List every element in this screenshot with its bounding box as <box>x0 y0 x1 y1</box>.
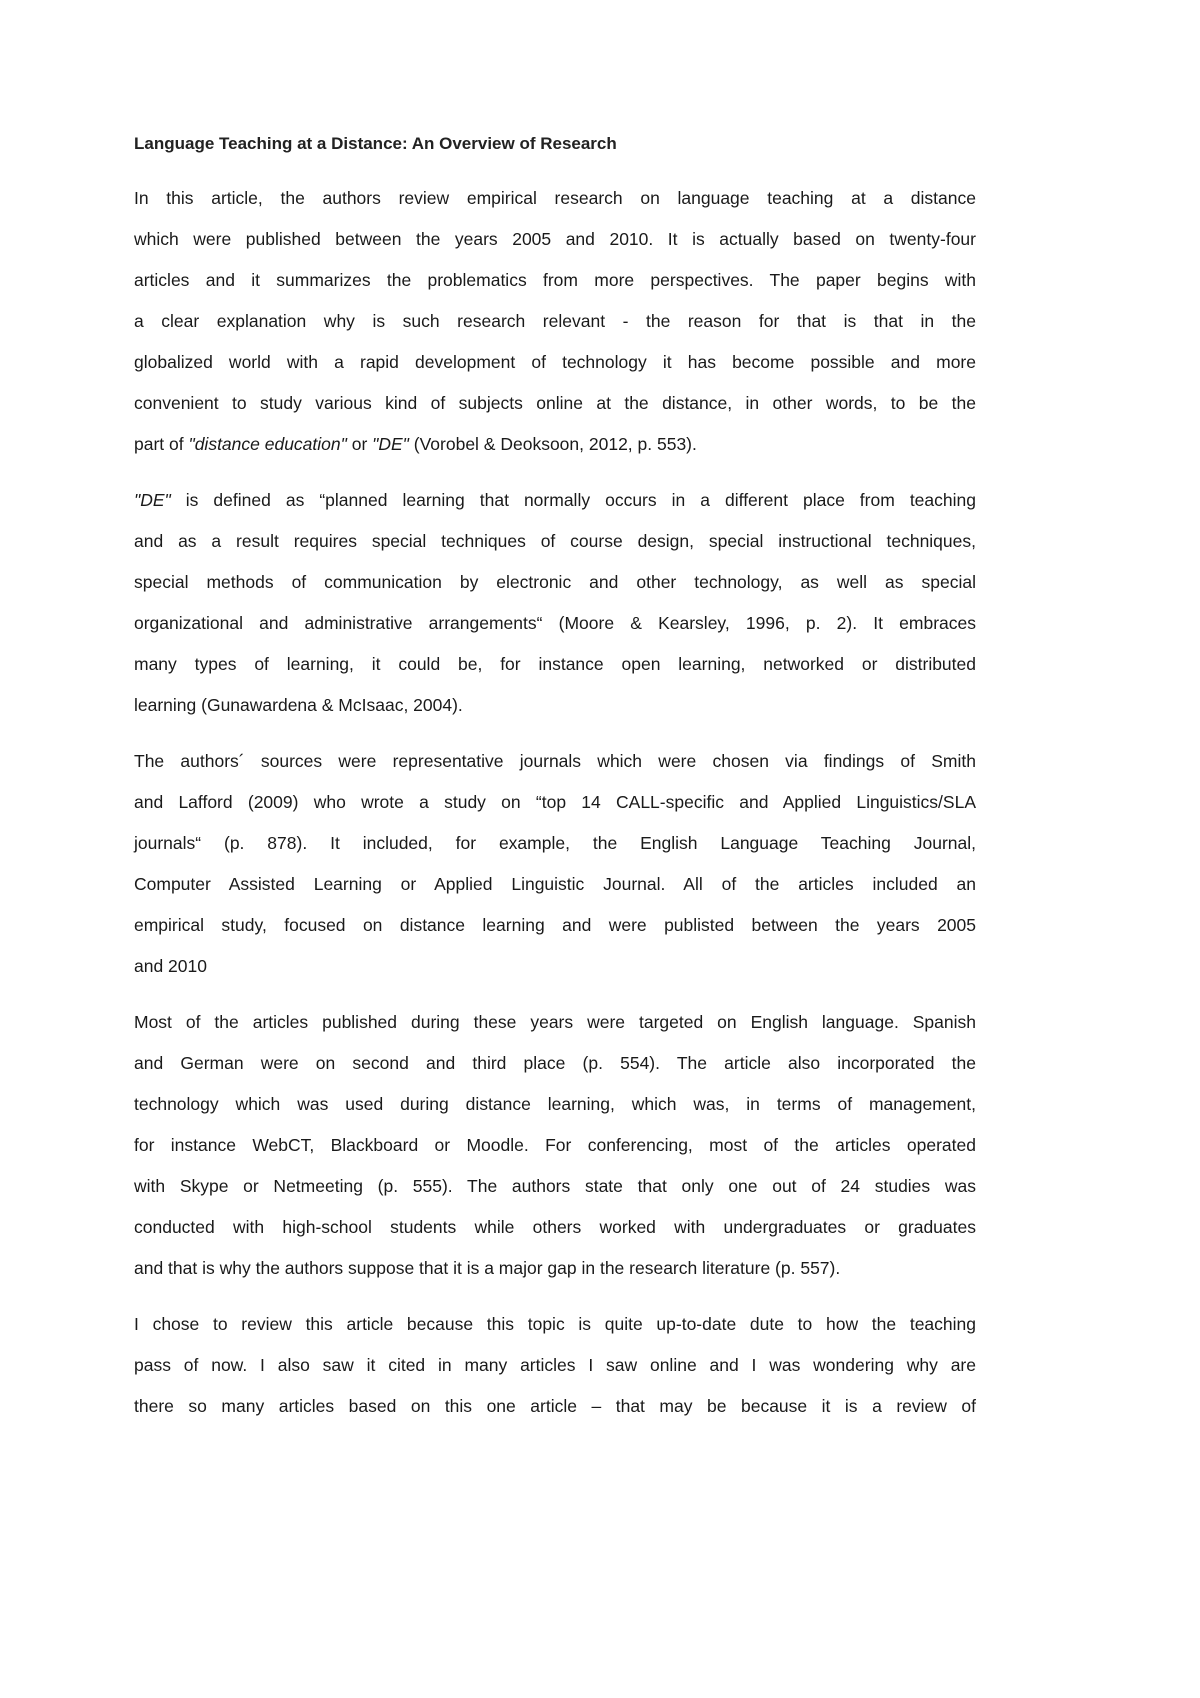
paragraph <box>134 184 976 471</box>
text-line: learning (Gunawardena & McIsaac, 2004). <box>134 695 463 715</box>
document-title: Language Teaching at a Distance: An Overview of Research <box>134 134 617 153</box>
text-line: there so many articles based on this one article – that may be because it is a review of <box>134 1396 976 1416</box>
text-line: empirical study, focused on distance learning and were publisted between the years 2005 <box>134 915 976 935</box>
text-line: with Skype or Netmeeting (p. 555). The authors state that only one out of 24 studies was <box>134 1176 976 1196</box>
text-line: technology which was used during distance learning, which was, in terms of management, <box>134 1094 976 1114</box>
text-line: pass of now. I also saw it cited in many articles I saw online and I was wondering why are <box>134 1355 976 1375</box>
text-line: which were published between the years 2005 and 2010. It is actually based on twenty-four <box>134 229 976 249</box>
text-line: for instance WebCT, Blackboard or Moodle. For conferencing, most of the articles operated <box>134 1135 976 1155</box>
text-line: In this article, the authors review empirical research on language teaching at a distance <box>134 188 976 208</box>
document-body <box>134 184 976 1448</box>
text-line: many types of learning, it could be, for instance open learning, networked or distributed <box>134 654 976 674</box>
text-segment: part of <box>134 434 189 454</box>
text-line: organizational and administrative arrangements“ (Moore & Kearsley, 1996, p. 2). It embraces <box>134 613 976 633</box>
text-line: globalized world with a rapid development of technology it has become possible and more <box>134 352 976 372</box>
text-line: journals“ (p. 878). It included, for example, the English Language Teaching Journal, <box>134 833 976 853</box>
text-line: Computer Assisted Learning or Applied Linguistic Journal. All of the articles included an <box>134 874 976 894</box>
paragraph <box>134 1008 976 1295</box>
italic-term: "DE" <box>372 434 409 454</box>
paragraph <box>134 1310 976 1433</box>
text-line: special methods of communication by electronic and other technology, as well as special <box>134 572 976 592</box>
text-segment: (Vorobel & Deoksoon, 2012, p. 553). <box>408 434 697 454</box>
text-line: and Lafford (2009) who wrote a study on “top 14 CALL-specific and Applied Linguistics/SLA <box>134 792 976 812</box>
text-line: convenient to study various kind of subjects online at the distance, in other words, to be the <box>134 393 976 413</box>
text-line <box>134 430 976 471</box>
paragraph <box>134 747 976 993</box>
text-line: articles and it summarizes the problematics from more perspectives. The paper begins with <box>134 270 976 290</box>
text-line: Most of the articles published during these years were targeted on English language. Spanish <box>134 1012 976 1032</box>
text-line: a clear explanation why is such research relevant - the reason for that is that in the <box>134 311 976 331</box>
text-line: and 2010 <box>134 956 207 976</box>
text-line: and as a result requires special techniques of course design, special instructional techniques, <box>134 531 976 551</box>
paragraph <box>134 486 976 732</box>
italic-term: "DE" <box>134 490 171 510</box>
text-segment: or <box>346 434 373 454</box>
text-line: I chose to review this article because this topic is quite up-to-date dute to how the teaching <box>134 1314 976 1334</box>
italic-term: "distance education" <box>188 434 347 454</box>
text-line: conducted with high-school students while others worked with undergraduates or graduates <box>134 1217 976 1237</box>
text-line: The authors´ sources were representative journals which were chosen via findings of Smith <box>134 751 976 771</box>
text-line <box>134 486 976 527</box>
text-segment: is defined as “planned learning that normally occurs in a different place from teaching <box>170 490 976 510</box>
text-line: and German were on second and third place (p. 554). The article also incorporated the <box>134 1053 976 1073</box>
text-line: and that is why the authors suppose that it is a major gap in the research literature (p. 557). <box>134 1258 841 1278</box>
